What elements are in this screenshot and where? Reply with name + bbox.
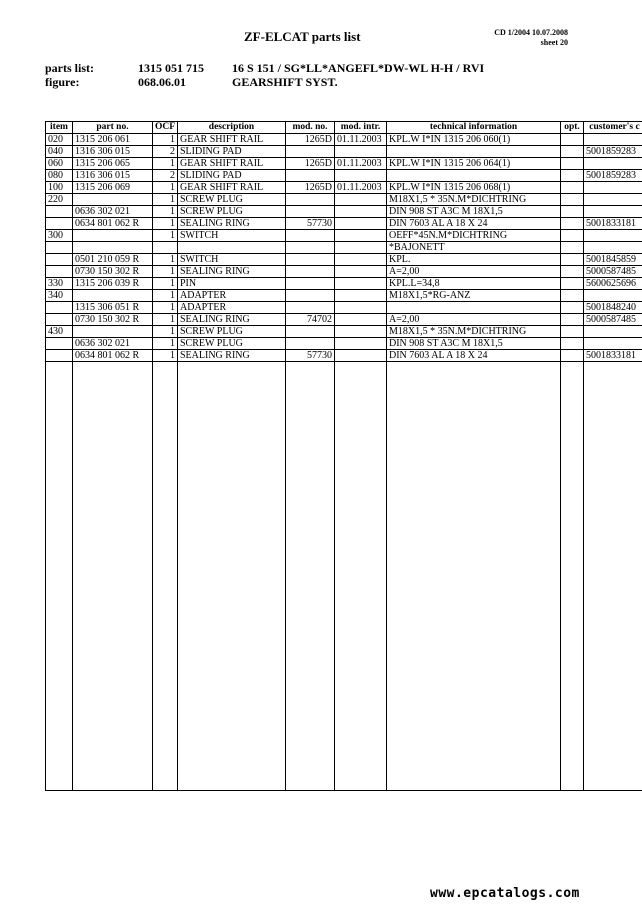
parts-list-description: 16 S 151 / SG*LL*ANGEFL*DW-WL H-H / RVI (232, 61, 485, 75)
mod-no-cell: 1265D (286, 158, 335, 170)
table-row (46, 230, 642, 242)
opt-cell (561, 158, 584, 170)
mod-no-cell (286, 266, 335, 278)
customer-cell (584, 242, 642, 254)
opt-cell (561, 206, 584, 218)
mod-no-cell (286, 290, 335, 302)
item-cell (46, 350, 73, 362)
table-row (46, 350, 642, 362)
technical-info-cell: KPL.W I*IN 1315 206 060(1) (387, 134, 561, 146)
technical-info-cell: *BAJONETT (387, 242, 561, 254)
opt-cell (561, 326, 584, 338)
mod-no-cell: 1265D (286, 182, 335, 194)
part-no-cell: 1316 306 015 (73, 170, 153, 182)
item-cell: 430 (46, 326, 73, 338)
customer-cell (584, 326, 642, 338)
empty-cell (153, 362, 178, 791)
table-row (46, 254, 642, 266)
mod-intr-cell (335, 266, 387, 278)
technical-info-cell (387, 146, 561, 158)
item-cell (46, 314, 73, 326)
table-row (46, 242, 642, 254)
ocf-cell: 1 (153, 302, 178, 314)
technical-info-cell (387, 302, 561, 314)
table-row (46, 146, 642, 158)
opt-cell (561, 242, 584, 254)
opt-cell (561, 254, 584, 266)
mod-no-cell (286, 206, 335, 218)
part-no-cell: 0730 150 302 R (73, 314, 153, 326)
empty-cell (335, 362, 387, 791)
table-row (46, 134, 642, 146)
technical-info-cell: DIN 7603 AL A 18 X 24 (387, 350, 561, 362)
mod-no-cell (286, 338, 335, 350)
item-cell (46, 206, 73, 218)
ocf-cell: 1 (153, 230, 178, 242)
ocf-cell: 2 (153, 146, 178, 158)
footer-link[interactable]: www.epcatalogs.com (430, 886, 580, 901)
part-no-cell: 0636 302 021 (73, 338, 153, 350)
table-row (46, 194, 642, 206)
item-cell: 020 (46, 134, 73, 146)
mod-intr-cell (335, 242, 387, 254)
empty-cell (73, 362, 153, 791)
item-cell: 340 (46, 290, 73, 302)
description-cell: GEAR SHIFT RAIL (178, 158, 286, 170)
table-row (46, 326, 642, 338)
table-row (46, 182, 642, 194)
technical-info-cell: DIN 908 ST A3C M 18X1,5 (387, 206, 561, 218)
part-no-cell: 0501 210 059 R (73, 254, 153, 266)
mod-intr-cell (335, 290, 387, 302)
item-cell (46, 218, 73, 230)
mod-no-cell: 57730 (286, 218, 335, 230)
mod-no-cell: 74702 (286, 314, 335, 326)
mod-intr-cell: 01.11.2003 (335, 134, 387, 146)
technical-info-cell: KPL.W I*IN 1315 206 064(1) (387, 158, 561, 170)
customer-cell (584, 134, 642, 146)
item-cell: 220 (46, 194, 73, 206)
technical-info-cell: A=2,00 (387, 314, 561, 326)
customer-cell: 5600625696 (584, 278, 642, 290)
mod-intr-cell (335, 338, 387, 350)
mod-intr-cell (335, 254, 387, 266)
customer-cell (584, 194, 642, 206)
technical-info-cell: OEFF*45N.M*DICHTRING (387, 230, 561, 242)
mod-intr-cell: 01.11.2003 (335, 182, 387, 194)
item-cell (46, 242, 73, 254)
mod-no-cell (286, 254, 335, 266)
customer-cell: 5001833181 (584, 218, 642, 230)
customer-cell (584, 206, 642, 218)
mod-no-cell (286, 146, 335, 158)
customer-cell: 5000587485 (584, 314, 642, 326)
col-header-item: item (46, 122, 73, 134)
empty-cell (286, 362, 335, 791)
opt-cell (561, 266, 584, 278)
table-row (46, 266, 642, 278)
description-cell: PIN (178, 278, 286, 290)
opt-cell (561, 146, 584, 158)
table-header-row (46, 122, 642, 134)
item-cell: 100 (46, 182, 73, 194)
mod-no-cell (286, 170, 335, 182)
item-cell: 080 (46, 170, 73, 182)
ocf-cell: 1 (153, 134, 178, 146)
customer-cell: 5001833181 (584, 350, 642, 362)
mod-no-cell (286, 326, 335, 338)
mod-intr-cell (335, 302, 387, 314)
item-cell: 300 (46, 230, 73, 242)
col-header-description: description (178, 122, 286, 134)
mod-intr-cell (335, 206, 387, 218)
customer-cell: 5001859283 (584, 146, 642, 158)
description-cell: ADAPTER (178, 302, 286, 314)
part-no-cell: 0634 801 062 R (73, 350, 153, 362)
ocf-cell: 1 (153, 182, 178, 194)
col-header-ocf: OCF (153, 122, 178, 134)
technical-info-cell: DIN 7603 AL A 18 X 24 (387, 218, 561, 230)
col-header-customer: customer's c (584, 122, 642, 134)
part-no-cell: 1316 306 015 (73, 146, 153, 158)
customer-cell: 5001848240 (584, 302, 642, 314)
opt-cell (561, 350, 584, 362)
description-cell: SWITCH (178, 230, 286, 242)
item-cell (46, 338, 73, 350)
ocf-cell: 1 (153, 338, 178, 350)
description-cell: SEALING RING (178, 218, 286, 230)
part-no-cell: 0634 801 062 R (73, 218, 153, 230)
technical-info-cell: M18X1,5 * 35N.M*DICHTRING (387, 194, 561, 206)
description-cell: GEAR SHIFT RAIL (178, 182, 286, 194)
col-header-part-no: part no. (73, 122, 153, 134)
ocf-cell (153, 242, 178, 254)
table-body (46, 134, 642, 791)
description-cell: SCREW PLUG (178, 326, 286, 338)
opt-cell (561, 278, 584, 290)
technical-info-cell: KPL. (387, 254, 561, 266)
mod-no-cell (286, 194, 335, 206)
mod-intr-cell (335, 278, 387, 290)
description-cell: SEALING RING (178, 266, 286, 278)
item-cell (46, 266, 73, 278)
ocf-cell: 1 (153, 350, 178, 362)
opt-cell (561, 182, 584, 194)
figure-label: figure: (45, 75, 80, 89)
opt-cell (561, 302, 584, 314)
technical-info-cell: A=2,00 (387, 266, 561, 278)
empty-cell (561, 362, 584, 791)
technical-info-cell: KPL.W I*IN 1315 206 068(1) (387, 182, 561, 194)
table-row (46, 338, 642, 350)
opt-cell (561, 218, 584, 230)
table-row (46, 218, 642, 230)
table-row (46, 314, 642, 326)
technical-info-cell: M18X1,5*RG-ANZ (387, 290, 561, 302)
ocf-cell: 1 (153, 290, 178, 302)
ocf-cell: 2 (153, 170, 178, 182)
item-cell: 060 (46, 158, 73, 170)
part-no-cell: 1315 206 069 (73, 182, 153, 194)
ocf-cell: 1 (153, 266, 178, 278)
ocf-cell: 1 (153, 218, 178, 230)
part-no-cell (73, 326, 153, 338)
mod-intr-cell (335, 326, 387, 338)
empty-cell (178, 362, 286, 791)
ocf-cell: 1 (153, 314, 178, 326)
technical-info-cell (387, 170, 561, 182)
col-header-technical-information: technical information (387, 122, 561, 134)
description-cell: ADAPTER (178, 290, 286, 302)
mod-no-cell (286, 278, 335, 290)
opt-cell (561, 338, 584, 350)
description-cell (178, 242, 286, 254)
mod-intr-cell (335, 350, 387, 362)
page-title: ZF-ELCAT parts list (244, 29, 361, 44)
opt-cell (561, 314, 584, 326)
customer-cell (584, 158, 642, 170)
part-no-cell (73, 194, 153, 206)
empty-cell (46, 362, 73, 791)
part-no-cell: 0636 302 021 (73, 206, 153, 218)
cd-info (486, 28, 568, 48)
parts-list-number: 1315 051 715 (138, 61, 204, 75)
table-filler-row (46, 362, 642, 791)
col-header-mod-no: mod. no. (286, 122, 335, 134)
part-no-cell: 1315 306 051 R (73, 302, 153, 314)
customer-cell: 5001859283 (584, 170, 642, 182)
ocf-cell: 1 (153, 194, 178, 206)
description-cell: SEALING RING (178, 314, 286, 326)
technical-info-cell: DIN 908 ST A3C M 18X1,5 (387, 338, 561, 350)
parts-list-label: parts list: (45, 61, 94, 75)
col-header-mod-intr: mod. intr. (335, 122, 387, 134)
sheet-line: sheet 20 (540, 38, 568, 47)
opt-cell (561, 194, 584, 206)
mod-intr-cell (335, 230, 387, 242)
item-cell (46, 254, 73, 266)
customer-cell (584, 338, 642, 350)
table-row (46, 170, 642, 182)
ocf-cell: 1 (153, 254, 178, 266)
part-no-cell: 1315 206 061 (73, 134, 153, 146)
item-cell (46, 302, 73, 314)
customer-cell: 5001845859 (584, 254, 642, 266)
ocf-cell: 1 (153, 206, 178, 218)
mod-no-cell (286, 302, 335, 314)
mod-intr-cell (335, 146, 387, 158)
opt-cell (561, 230, 584, 242)
description-cell: GEAR SHIFT RAIL (178, 134, 286, 146)
description-cell: SCREW PLUG (178, 194, 286, 206)
description-cell: SWITCH (178, 254, 286, 266)
empty-cell (584, 362, 642, 791)
technical-info-cell: M18X1,5 * 35N.M*DICHTRING (387, 326, 561, 338)
customer-cell: 5000587485 (584, 266, 642, 278)
description-cell: SCREW PLUG (178, 338, 286, 350)
customer-cell (584, 290, 642, 302)
mod-intr-cell (335, 218, 387, 230)
mod-intr-cell (335, 314, 387, 326)
mod-no-cell: 57730 (286, 350, 335, 362)
part-no-cell: 1315 206 065 (73, 158, 153, 170)
parts-table (45, 121, 642, 791)
col-header-opt: opt. (561, 122, 584, 134)
opt-cell (561, 134, 584, 146)
technical-info-cell: KPL.L=34,8 (387, 278, 561, 290)
opt-cell (561, 170, 584, 182)
opt-cell (561, 290, 584, 302)
table-row (46, 302, 642, 314)
part-no-cell (73, 290, 153, 302)
mod-no-cell (286, 230, 335, 242)
ocf-cell: 1 (153, 326, 178, 338)
ocf-cell: 1 (153, 158, 178, 170)
ocf-cell: 1 (153, 278, 178, 290)
mod-no-cell (286, 242, 335, 254)
table-row (46, 158, 642, 170)
part-no-cell (73, 230, 153, 242)
customer-cell (584, 230, 642, 242)
mod-intr-cell: 01.11.2003 (335, 158, 387, 170)
figure-description: GEARSHIFT SYST. (232, 75, 338, 89)
part-no-cell (73, 242, 153, 254)
description-cell: SLIDING PAD (178, 170, 286, 182)
description-cell: SLIDING PAD (178, 146, 286, 158)
mod-no-cell: 1265D (286, 134, 335, 146)
table-row (46, 206, 642, 218)
part-no-cell: 1315 206 039 R (73, 278, 153, 290)
cd-line: CD 1/2004 10.07.2008 (494, 28, 568, 37)
figure-number: 068.06.01 (138, 75, 186, 89)
customer-cell (584, 182, 642, 194)
description-cell: SCREW PLUG (178, 206, 286, 218)
mod-intr-cell (335, 194, 387, 206)
empty-cell (387, 362, 561, 791)
table-row (46, 278, 642, 290)
mod-intr-cell (335, 170, 387, 182)
description-cell: SEALING RING (178, 350, 286, 362)
part-no-cell: 0730 150 302 R (73, 266, 153, 278)
item-cell: 330 (46, 278, 73, 290)
table-row (46, 290, 642, 302)
item-cell: 040 (46, 146, 73, 158)
